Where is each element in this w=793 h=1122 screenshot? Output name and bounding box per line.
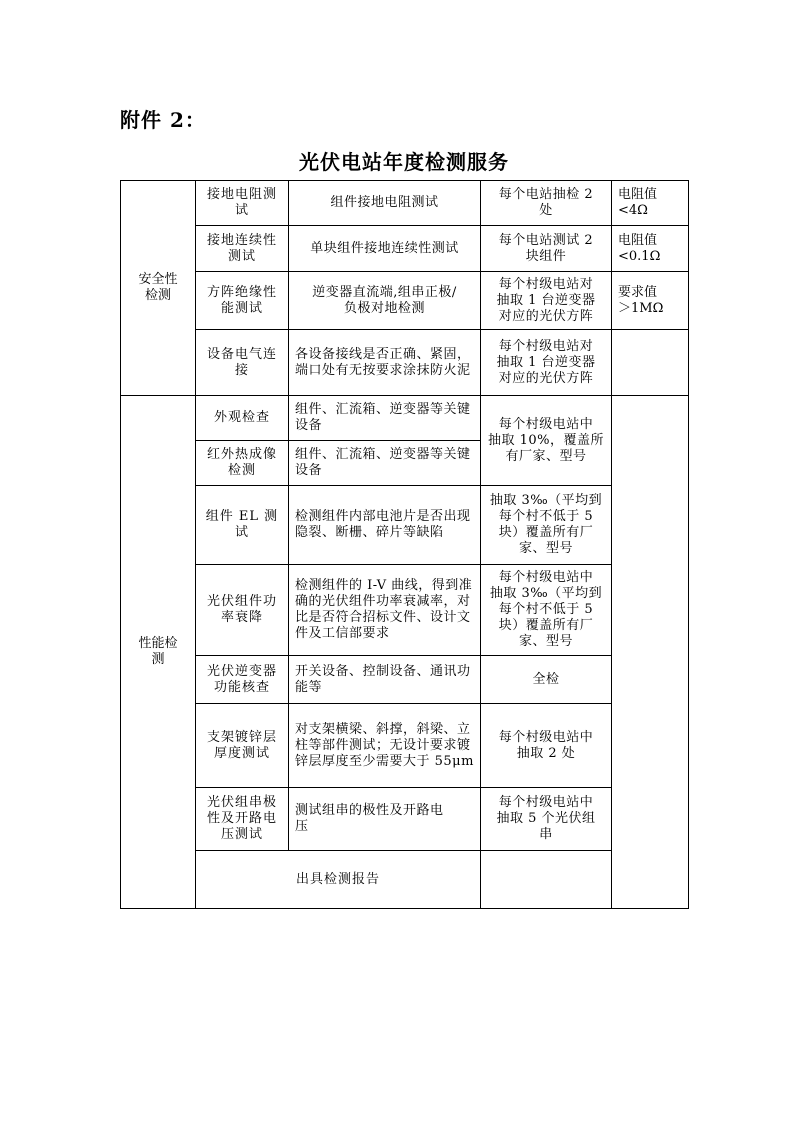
category-label: 性能检 测: [138, 636, 178, 667]
category-safety: [121, 181, 196, 396]
requirement-cell: 电阻值 <0.1Ω: [612, 226, 689, 272]
sampling-cell: 每个电站抽检 2 处: [481, 181, 612, 226]
table-row: [121, 656, 689, 704]
item-cell: 支架镀锌层 厚度测试: [196, 704, 289, 788]
item-cell: 光伏逆变器 功能核查: [196, 656, 289, 704]
desc-cell: 对支架横梁、斜撑，斜梁、立柱等部件测试；无设计要求镀锌层厚度至少需要大于 55μm: [289, 704, 481, 788]
sampling-cell: 每个村级电站对 抽取 1 台逆变器 对应的光伏方阵: [481, 272, 612, 330]
desc-cell: 检测组件内部电池片是否出现隐裂、断栅、碎片等缺陷: [289, 486, 481, 565]
document-title: 光伏电站年度检测服务: [299, 150, 509, 174]
report-cell: 出具检测报告: [196, 851, 481, 909]
sampling-cell: 每个村级电站中 抽取 2 处: [481, 704, 612, 788]
sampling-cell: 每个村级电站中 抽取 3‰（平均到 每个村不低于 5 块）覆盖所有厂 家、型号: [481, 565, 612, 656]
sampling-cell-empty: [481, 851, 612, 909]
requirement-cell-empty: [612, 396, 689, 909]
table-row: [121, 330, 689, 396]
desc-cell: 逆变器直流端,组串正极/ 负极对地检测: [289, 272, 481, 330]
sampling-cell: 每个村级电站中 抽取 5 个光伏组 串: [481, 788, 612, 851]
sampling-cell: 每个村级电站中 抽取 10%，覆盖所 有厂家、型号: [481, 396, 612, 486]
item-cell: 光伏组串极 性及开路电 压测试: [196, 788, 289, 851]
category-label: 安全性 检测: [138, 272, 178, 303]
requirement-cell: 要求值 ＞1MΩ: [612, 272, 689, 330]
table-row: [121, 272, 689, 330]
desc-cell: 组件、汇流箱、逆变器等关键设备: [289, 396, 481, 441]
table-row: [121, 851, 689, 909]
table-row: [121, 181, 689, 226]
desc-cell: 测试组串的极性及开路电 压: [289, 788, 481, 851]
table-row: [121, 226, 689, 272]
item-cell: 外观检查: [196, 396, 289, 441]
sampling-cell: 每个村级电站对 抽取 1 台逆变器 对应的光伏方阵: [481, 330, 612, 396]
table-row: [121, 704, 689, 788]
attachment-label: 附件 2：: [120, 108, 206, 132]
table-row: [121, 788, 689, 851]
item-cell: 接地连续性 测试: [196, 226, 289, 272]
desc-cell: 开关设备、控制设备、通讯功能等: [289, 656, 481, 704]
sampling-cell: 全检: [481, 656, 612, 704]
category-performance: [121, 396, 196, 909]
inspection-service-table: [120, 180, 689, 909]
desc-cell: 各设备接线是否正确、紧固，端口处有无按要求涂抹防火泥: [289, 330, 481, 396]
desc-cell: 单块组件接地连续性测试: [289, 226, 481, 272]
table-row: [121, 396, 689, 441]
item-cell: 设备电气连 接: [196, 330, 289, 396]
desc-cell: 检测组件的 I-V 曲线，得到准确的光伏组件功率衰减率，对比是否符合招标文件、设计文件及工信部要求: [289, 565, 481, 656]
item-cell: 光伏组件功 率衰降: [196, 565, 289, 656]
item-cell: 红外热成像 检测: [196, 441, 289, 486]
sampling-cell: 每个电站测试 2 块组件: [481, 226, 612, 272]
item-cell: 组件 EL 测试: [196, 486, 289, 565]
requirement-cell: [612, 330, 689, 396]
item-cell: 方阵绝缘性 能测试: [196, 272, 289, 330]
desc-cell: 组件、汇流箱、逆变器等关键设备: [289, 441, 481, 486]
item-cell: 接地电阻测 试: [196, 181, 289, 226]
requirement-cell: 电阻值 <4Ω: [612, 181, 689, 226]
table-row: [121, 565, 689, 656]
desc-cell: 组件接地电阻测试: [289, 181, 481, 226]
sampling-cell: 抽取 3‰（平均到 每个村不低于 5 块）覆盖所有厂 家、型号: [481, 486, 612, 565]
table-row: [121, 486, 689, 565]
